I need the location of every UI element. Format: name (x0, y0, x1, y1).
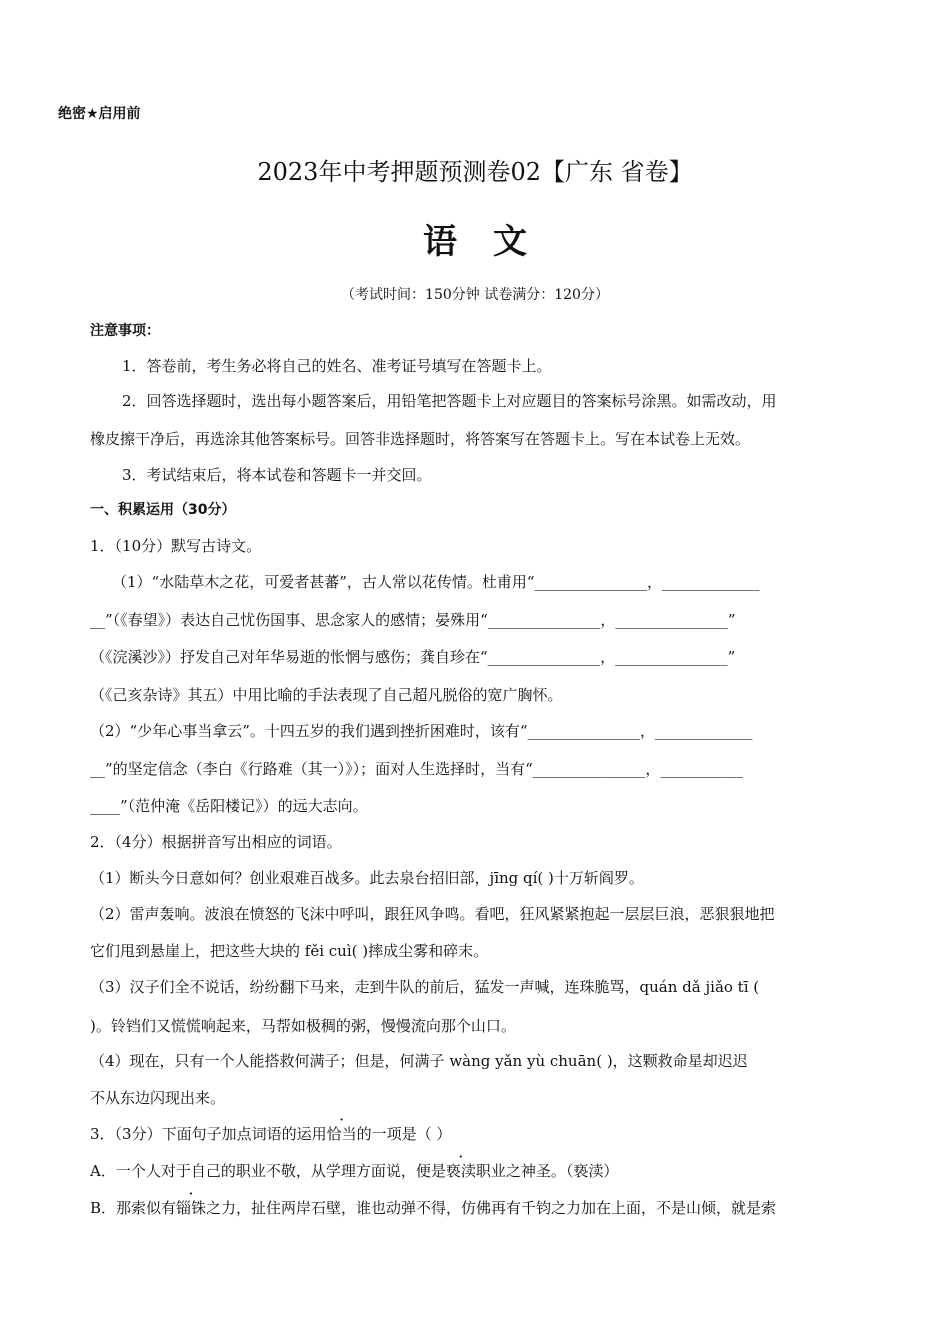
question-line: __”（《春望》）表达自己忧伤国事、思念家人的感情；晏殊用“_______________，_______________” (90, 611, 736, 629)
question-line: （2）雷声轰响。波浪在愤怒的飞沫中呼叫，跟狂风争鸣。看吧，狂风紧紧抱起一层层巨浪，恶狠狠地把 (90, 905, 775, 923)
question-line: （1）断头今日意如何？创业艰难百战多。此去泉台招旧部，jīng qí( )十万斩阎罗。 (90, 869, 644, 887)
option-text: 之力，扯住两岸石壁，谁也动弹不得，仿佛再有千钧之力加在上面，不是山倾，就是索 (206, 1199, 777, 1217)
section-heading: 一、积累运用（30分） (90, 502, 236, 518)
question-stem (90, 1123, 451, 1144)
question-line: 它们甩到悬崖上，把这些大块的 fěi cuì( )摔成尘雾和碎末。 (90, 942, 489, 960)
option-text: A．一个人对于自己的职业不敬，从学理方面说，便是 (90, 1162, 446, 1180)
question-line: （1）“水陆草木之花，可爱者甚蕃”，古人常以花传情。杜甫用“_______________，_____________ (112, 573, 760, 591)
notice-item: 2．回答选择题时，选出每小题答案后，用铅笔把答题卡上对应题目的答案标号涂黑。如需改动，用 (122, 392, 777, 410)
dotted-emphasis: 锱铢 (176, 1199, 207, 1217)
notice-item: 3．考试结束后，将本试卷和答题卡一并交回。 (122, 466, 432, 484)
notice-item: 橡皮擦干净后，再选涂其他答案标号。回答非选择题时，将答案写在答题卡上。写在本试卷上无效。 (90, 430, 751, 448)
question-stem: 1．（10分）默写古诗文。 (90, 537, 262, 555)
secret-label: 绝密★启用前 (58, 106, 141, 122)
subject-title: 语文 (423, 222, 563, 262)
option-text: 职业之神圣。（亵渎） (475, 1162, 619, 1180)
notice-item: 1．答卷前，考生务必将自己的姓名、准考证号填写在答题卡上。 (122, 357, 552, 375)
question-line: __”的坚定信念（李白《行路难（其一）》）；面对人生选择时，当有“_______________，___________ (90, 760, 743, 778)
exam-title: 2023年中考押题预测卷02【广东 省卷】 (257, 158, 693, 186)
question-line: )。铃铛们又慌慌响起来，马帮如极稠的粥，慢慢流向那个山口。 (90, 1017, 516, 1035)
stem-text: 3．（3分）下面句子加点词语的运用 (90, 1125, 327, 1143)
option-b (90, 1197, 776, 1218)
dotted-emphasis: 恰当 (326, 1125, 357, 1143)
question-line: ____”（范仲淹《岳阳楼记》）的远大志向。 (90, 797, 368, 815)
question-line: （3）汉子们全不说话，纷纷翻下马来，走到牛队的前后，猛发一声喊，连珠脆骂，quán dǎ jiǎo tī ( (90, 978, 760, 996)
dotted-emphasis: 亵渎 (445, 1162, 476, 1180)
option-a (90, 1160, 618, 1181)
question-line: （4）现在，只有一个人能搭救何满子；但是，何满子 wàng yǎn yù chuān( )，这颗救命星却迟迟 (90, 1052, 748, 1070)
option-text: B．那索似有 (90, 1199, 177, 1217)
exam-info: （考试时间：150分钟 试卷满分：120分） (341, 287, 609, 303)
question-line: （《浣溪沙》）抒发自己对年华易逝的怅惘与感伤；龚自珍在“_______________，_______________” (90, 648, 736, 666)
stem-text: 的一项是（ ） (356, 1125, 452, 1143)
question-stem: 2．（4分）根据拼音写出相应的词语。 (90, 833, 342, 851)
question-line: （2）“少年心事当拿云”。十四五岁的我们遇到挫折困难时，该有“_______________，_____________ (90, 722, 753, 740)
question-line: （《己亥杂诗》其五）中用比喻的手法表现了自己超凡脱俗的宽广胸怀。 (90, 686, 563, 704)
notice-heading: 注意事项： (90, 323, 160, 339)
question-line: 不从东边闪现出来。 (90, 1089, 226, 1107)
